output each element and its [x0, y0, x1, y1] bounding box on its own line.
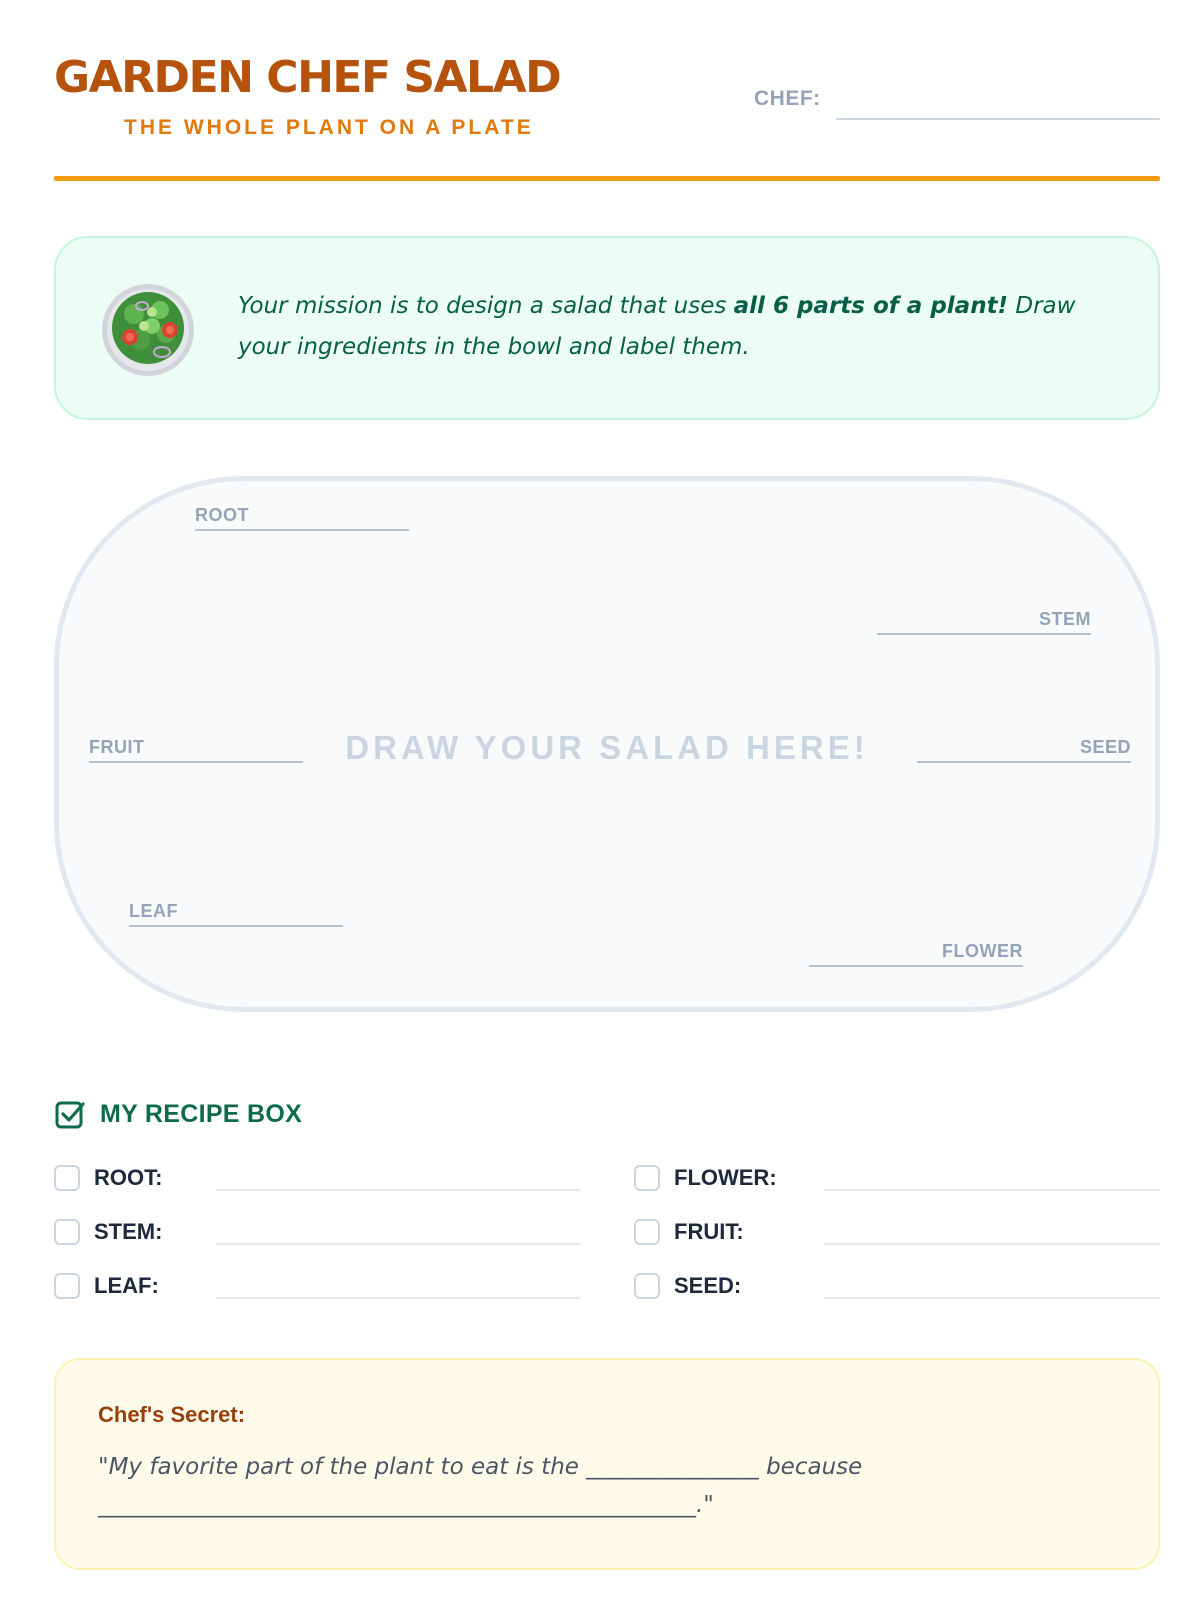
root-label-line[interactable] [195, 501, 409, 531]
secret-line-1: "My favorite part of the plant to eat is the _______________ because [98, 1454, 863, 1480]
recipe-item-seed [634, 1273, 1160, 1303]
seed-answer-line[interactable] [824, 1297, 1160, 1299]
recipe-box-title: MY RECIPE BOX [100, 1099, 303, 1128]
mission-box [54, 236, 1160, 420]
recipe-label: SEED: [674, 1273, 742, 1298]
worksheet-subtitle: THE WHOLE PLANT ON A PLATE [124, 116, 534, 139]
recipe-label: FLOWER: [674, 1165, 777, 1190]
recipe-item-stem [54, 1219, 580, 1249]
stem-answer-line[interactable] [216, 1243, 580, 1245]
stem-checkbox[interactable] [54, 1219, 80, 1245]
root-answer-line[interactable] [216, 1189, 580, 1191]
recipe-box-header [54, 1098, 302, 1130]
leaf-label-line[interactable] [129, 897, 343, 927]
fruit-label: FRUIT [89, 737, 145, 757]
stem-label: STEM [1038, 609, 1091, 629]
flower-label: FLOWER [942, 941, 1023, 961]
seed-checkbox[interactable] [634, 1273, 660, 1299]
chef-label: CHEF: [754, 87, 821, 110]
chefs-secret-prompt[interactable] [98, 1448, 1098, 1524]
recipe-label: FRUIT: [674, 1219, 744, 1244]
recipe-item-root [54, 1165, 580, 1195]
salad-drawing-area[interactable] [54, 476, 1160, 1012]
chefs-secret-title: Chef's Secret: [98, 1402, 246, 1427]
fruit-label-line[interactable] [89, 733, 303, 763]
secret-line-2: ____________________________________________________." [98, 1492, 714, 1518]
fruit-checkbox[interactable] [634, 1219, 660, 1245]
stem-label-line[interactable] [877, 605, 1091, 635]
flower-label-line[interactable] [809, 937, 1023, 967]
root-label: ROOT [195, 505, 249, 525]
recipe-label: LEAF: [94, 1273, 159, 1298]
mission-text: Your mission is to design a salad that uses all 6 parts of a plant! Draw your ingredients in the bowl and label them. [238, 293, 1076, 360]
recipe-item-flower [634, 1165, 1160, 1195]
recipe-item-leaf [54, 1273, 580, 1303]
root-checkbox[interactable] [54, 1165, 80, 1191]
recipe-label: ROOT: [94, 1165, 163, 1190]
flower-checkbox[interactable] [634, 1165, 660, 1191]
recipe-item-fruit [634, 1219, 1160, 1249]
fruit-answer-line[interactable] [824, 1243, 1160, 1245]
worksheet-title: GARDEN CHEF SALAD [54, 52, 561, 103]
header-divider [54, 176, 1160, 181]
salad-bowl-icon [100, 282, 196, 378]
seed-label-line[interactable] [917, 733, 1131, 763]
leaf-checkbox[interactable] [54, 1273, 80, 1299]
recipe-label: STEM: [94, 1219, 163, 1244]
leaf-label: LEAF [129, 901, 178, 921]
chef-name-line[interactable] [836, 118, 1160, 120]
draw-hint: DRAW YOUR SALAD HERE! [345, 729, 869, 766]
chefs-secret-box [54, 1358, 1160, 1570]
seed-label: SEED [1079, 737, 1131, 757]
leaf-answer-line[interactable] [216, 1297, 580, 1299]
flower-answer-line[interactable] [824, 1189, 1160, 1191]
checkbox-checked-icon [54, 1098, 86, 1130]
